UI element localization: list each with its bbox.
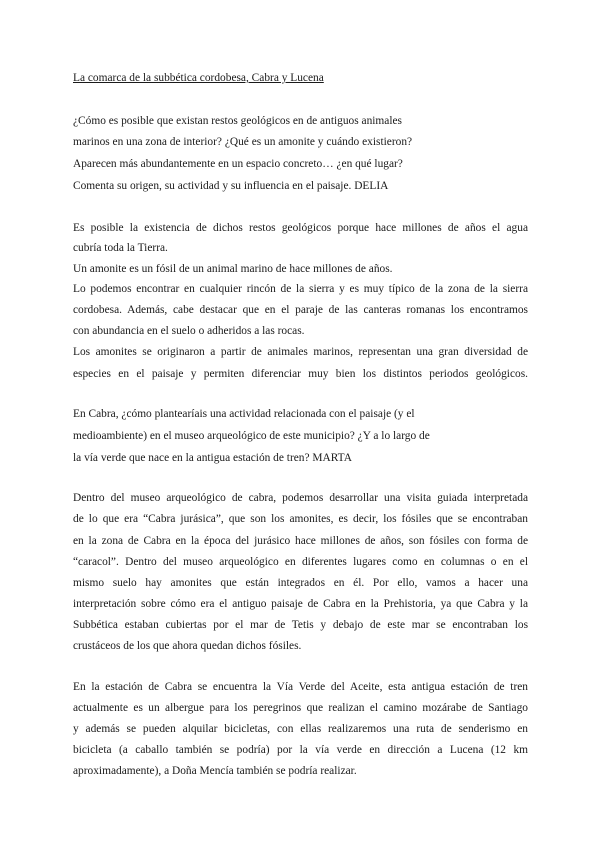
answer-1-line: cordobesa. Además, cabe destacar que en el paraje de las canteras romanas los encontramos <box>73 304 528 316</box>
answer-2-line: Dentro del museo arqueológico de cabra, podemos desarrollar una visita guiada interpretada <box>73 492 528 504</box>
answer-3-line: En la estación de Cabra se encuentra la Vía Verde del Aceite, esta antigua estación de tren <box>73 681 528 693</box>
answer-1-line: Es posible la existencia de dichos restos geológicos porque hace millones de años el agua <box>73 222 528 234</box>
question-2-line: En Cabra, ¿cómo plantearíais una actividad relacionada con el paisaje (y el <box>73 408 415 420</box>
answer-3-line: actualmente es un albergue para los peregrinos que realizan el camino mozárabe de Santiago <box>73 702 528 714</box>
answer-2-line: en la zona de Cabra en la época del jurásico hace millones de años, son fósiles con forma de <box>73 535 528 547</box>
answer-2-line: “caracol”. Dentro del museo arqueológico en diferentes lugares como en columnas o en el <box>73 556 528 568</box>
answer-3-line: bicicleta (a caballo también se podría) por la vía verde en dirección a Lucena (12 km <box>73 744 528 756</box>
answer-2-line: crustáceos de los que ahora quedan dichos fósiles. <box>73 640 302 652</box>
answer-2-line: de lo que era “Cabra jurásica”, que son los amonites, es decir, los fósiles que se encontraban <box>73 513 528 525</box>
question-2-line: la vía verde que nace en la antigua estación de tren? MARTA <box>73 452 352 464</box>
answer-2-line: Subbética estaban cubiertas por el mar de Tetis y debajo de este mar se encontraban los <box>73 619 528 631</box>
answer-1-line: cubría toda la Tierra. <box>73 242 168 254</box>
answer-3-line: aproximadamente), a Doña Mencía también se podría realizar. <box>73 765 357 777</box>
document-title: La comarca de la subbética cordobesa, Cabra y Lucena <box>73 72 324 84</box>
answer-1-line: Los amonites se originaron a partir de animales marinos, representan una gran diversidad de <box>73 346 528 358</box>
answer-2-line: interpretación sobre cómo era el antiguo paisaje de Cabra en la Prehistoria, ya que Cabra y la <box>73 598 528 610</box>
question-1-line: marinos en una zona de interior? ¿Qué es un amonite y cuándo existieron? <box>73 136 413 148</box>
answer-1-line: especies en el paisaje y permiten diferenciar muy bien los distintos periodos geológicos. <box>73 368 528 380</box>
question-1-line: ¿Cómo es posible que existan restos geológicos en de antiguos animales <box>73 115 402 127</box>
answer-1-line: Lo podemos encontrar en cualquier rincón de la sierra y es muy típico de la zona de la sierra <box>73 283 528 295</box>
answer-1-line: Un amonite es un fósil de un animal marino de hace millones de años. <box>73 263 393 275</box>
answer-2-line: mismo suelo hay amonites que están integrados en él. Por ello, vamos a hacer una <box>73 577 528 589</box>
answer-3-line: y además se pueden alquilar bicicletas, con ellas realizaremos una ruta de senderismo en <box>73 723 528 735</box>
answer-1-line: con abundancia en el suelo o adheridos a las rocas. <box>73 325 305 337</box>
question-2-line: medioambiente) en el museo arqueológico de este municipio? ¿Y a lo largo de <box>73 430 430 442</box>
question-1-line: Aparecen más abundantemente en un espacio concreto… ¿en qué lugar? <box>73 158 403 170</box>
question-1-line: Comenta su origen, su actividad y su influencia en el paisaje. DELIA <box>73 180 389 192</box>
